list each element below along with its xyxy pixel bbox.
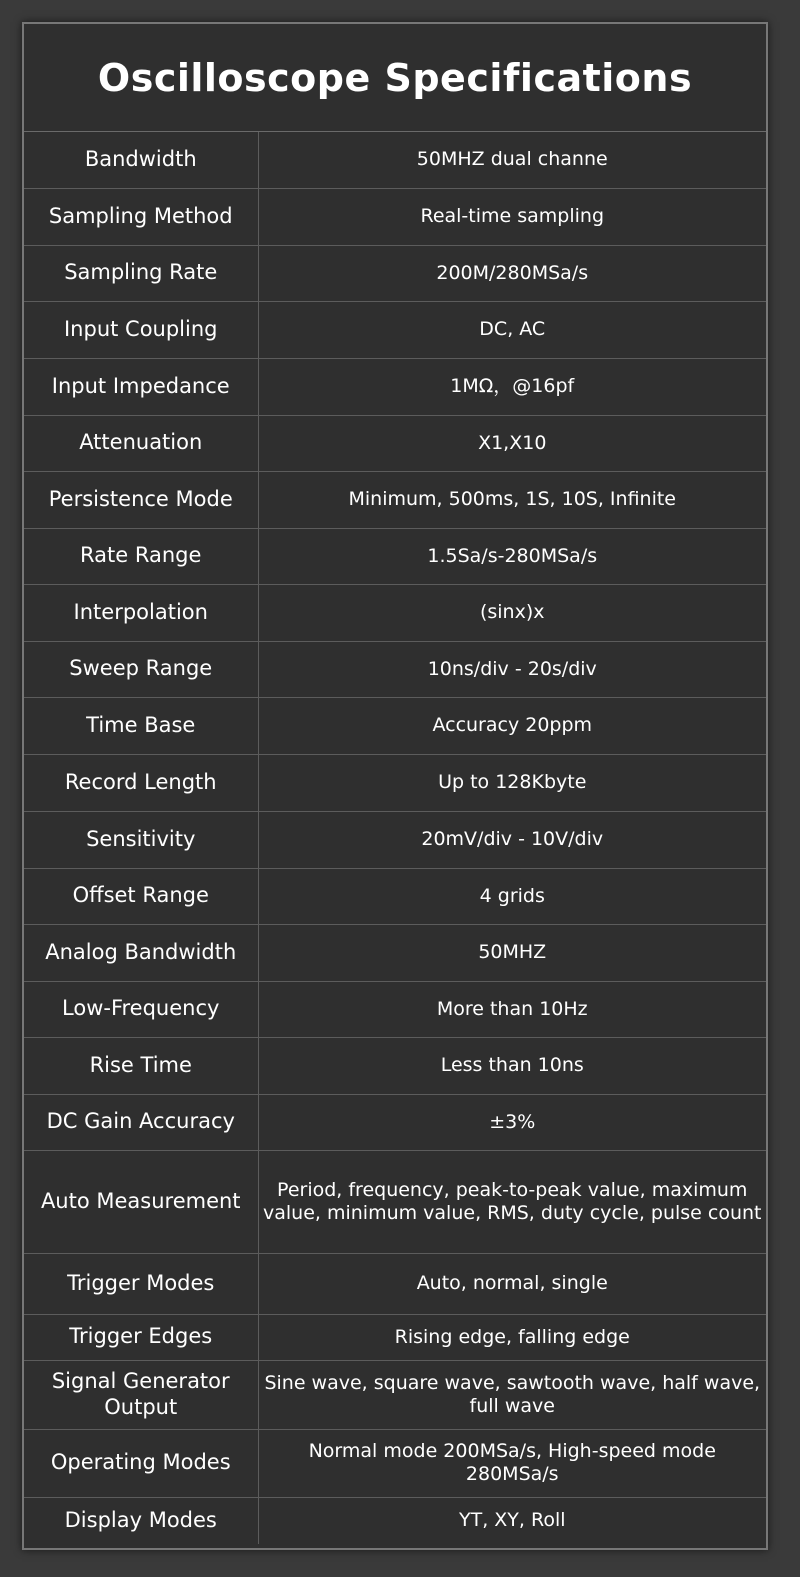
spec-value: Rising edge, falling edge bbox=[258, 1314, 766, 1360]
spec-label: Bandwidth bbox=[24, 132, 258, 188]
spec-label: Offset Range bbox=[24, 868, 258, 924]
spec-value: Up to 128Kbyte bbox=[258, 754, 766, 811]
spec-label: Input Coupling bbox=[24, 301, 258, 358]
spec-value: Period, frequency, peak-to-peak value, maximum value, minimum value, RMS, duty cycle, pulse count bbox=[258, 1150, 766, 1253]
spec-label: Sweep Range bbox=[24, 641, 258, 697]
spec-value: 4 grids bbox=[258, 868, 766, 924]
spec-value: 10ns/div - 20s/div bbox=[258, 641, 766, 697]
spec-row bbox=[24, 471, 766, 528]
spec-row bbox=[24, 301, 766, 358]
spec-label: Analog Bandwidth bbox=[24, 924, 258, 981]
spec-row bbox=[24, 924, 766, 981]
spec-label: Persistence Mode bbox=[24, 471, 258, 528]
spec-row bbox=[24, 358, 766, 415]
spec-label: Record Length bbox=[24, 754, 258, 811]
spec-row bbox=[24, 1314, 766, 1360]
spec-row bbox=[24, 641, 766, 697]
page-title: Oscilloscope Specifications bbox=[24, 24, 766, 132]
spec-value: Sine wave, square wave, sawtooth wave, half wave, full wave bbox=[258, 1360, 766, 1429]
spec-table bbox=[24, 132, 766, 1544]
spec-label: Interpolation bbox=[24, 584, 258, 641]
spec-table-body bbox=[24, 132, 766, 1544]
spec-row bbox=[24, 415, 766, 471]
spec-value: YT, XY, Roll bbox=[458, 1509, 566, 1532]
spec-label: Low-Frequency bbox=[24, 981, 258, 1037]
spec-value: 50MHZ bbox=[258, 924, 766, 981]
spec-row bbox=[24, 245, 766, 301]
spec-value: (sinx)x bbox=[258, 584, 766, 641]
spec-label: Sampling Method bbox=[24, 188, 258, 245]
spec-label: Attenuation bbox=[24, 415, 258, 471]
spec-row bbox=[24, 1037, 766, 1094]
spec-value: More than 10Hz bbox=[258, 981, 766, 1037]
spec-value: 20mV/div - 10V/div bbox=[258, 811, 766, 868]
spec-value: 50MHZ dual channe bbox=[258, 132, 766, 188]
spec-row bbox=[24, 1429, 766, 1497]
spec-row bbox=[24, 1150, 766, 1253]
spec-label: Rate Range bbox=[24, 528, 258, 584]
spec-label: Auto Measurement bbox=[24, 1150, 258, 1253]
spec-row bbox=[24, 811, 766, 868]
spec-value: Normal mode 200MSa/s, High-speed mode 280MSa/s bbox=[258, 1429, 766, 1497]
spec-row bbox=[24, 528, 766, 584]
spec-value: X1,X10 bbox=[258, 415, 766, 471]
spec-row bbox=[24, 1094, 766, 1150]
spec-label: Input Impedance bbox=[24, 358, 258, 415]
spec-row bbox=[24, 1360, 766, 1429]
spec-row bbox=[24, 584, 766, 641]
spec-label: Operating Modes bbox=[24, 1429, 258, 1497]
spec-row bbox=[24, 868, 766, 924]
spec-row bbox=[24, 1253, 766, 1314]
spec-value: Auto, normal, single bbox=[258, 1253, 766, 1314]
spec-value: Real-time sampling bbox=[258, 188, 766, 245]
spec-value: Minimum, 500ms, 1S, 10S, Infinite bbox=[258, 471, 766, 528]
spec-panel bbox=[22, 22, 768, 1550]
spec-row bbox=[24, 1497, 766, 1544]
spec-value: ±3% bbox=[258, 1094, 766, 1150]
spec-label: Time Base bbox=[24, 697, 258, 754]
spec-row bbox=[24, 697, 766, 754]
spec-label: Sensitivity bbox=[24, 811, 258, 868]
spec-value: Accuracy 20ppm bbox=[258, 697, 766, 754]
spec-value: 1MΩ，@16pf bbox=[258, 358, 766, 415]
spec-label: Signal Generator Output bbox=[24, 1360, 258, 1429]
spec-label: Rise Time bbox=[24, 1037, 258, 1094]
spec-label: Trigger Edges bbox=[24, 1314, 258, 1360]
spec-label: DC Gain Accuracy bbox=[24, 1094, 258, 1150]
spec-row bbox=[24, 981, 766, 1037]
spec-row bbox=[24, 132, 766, 188]
spec-row bbox=[24, 754, 766, 811]
spec-label: Sampling Rate bbox=[24, 245, 258, 301]
spec-value: 200M/280MSa/s bbox=[258, 245, 766, 301]
spec-value: 1.5Sa/s-280MSa/s bbox=[258, 528, 766, 584]
spec-value: DC, AC bbox=[258, 301, 766, 358]
spec-row bbox=[24, 188, 766, 245]
spec-label: Display Modes bbox=[24, 1497, 258, 1544]
spec-label: Trigger Modes bbox=[24, 1253, 258, 1314]
spec-value: Less than 10ns bbox=[258, 1037, 766, 1094]
